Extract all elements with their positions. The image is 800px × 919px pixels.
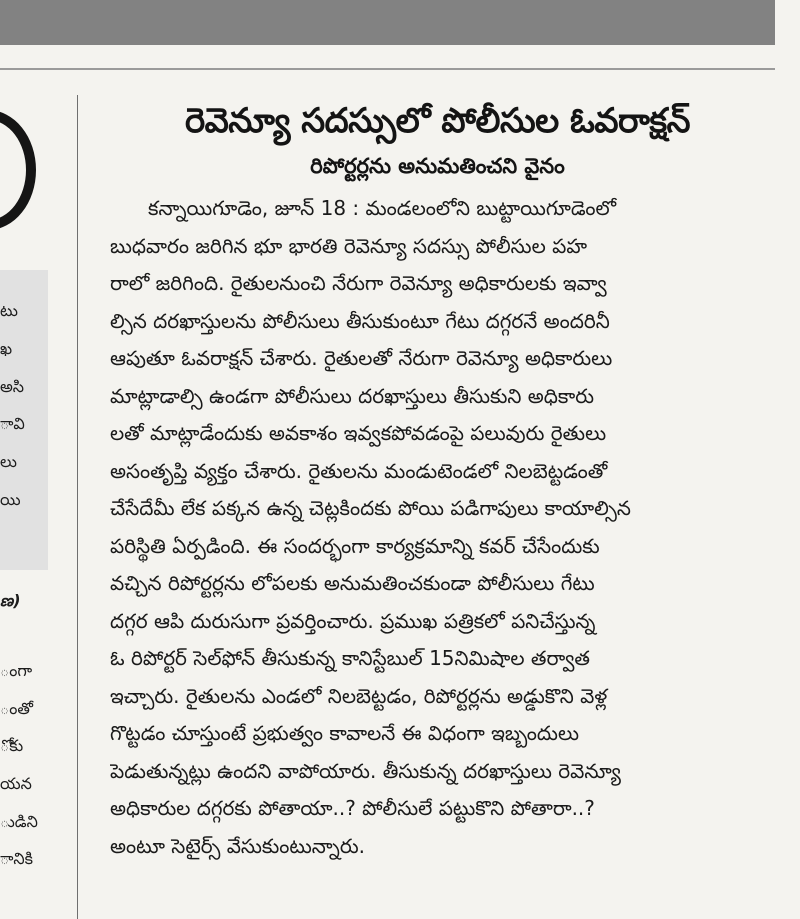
left-fragment: యి <box>0 490 21 509</box>
article-line: ఆపుతూ ఓవరాక్షన్ చేశారు. రైతులతో నేరుగా రెవెన్యూ అధికారులు <box>110 346 613 370</box>
article-line: వచ్చిన రిపోర్టర్లను లోపలకు అనుమతించకుండా పోలీసులు గేటు <box>110 571 595 595</box>
article-line: అంటూ సెటైర్స్ వేసుకుంటున్నారు. <box>110 833 365 858</box>
left-fragment: ంతో <box>0 699 33 718</box>
top-gray-band <box>0 0 775 45</box>
article-line: లతో మాట్లాడేందుకు అవకాశం ఇవ్వకపోవడంపై పలువురు రైతులు <box>110 421 607 445</box>
left-fragment: ుడిని <box>0 812 38 831</box>
article-line: బుధవారం జరిగిన భూ భారతి రెవెన్యూ సదస్సు పోలీసుల పహ <box>110 233 588 258</box>
horizontal-rule <box>0 68 775 70</box>
article-line: మాట్లాడాల్సి ఉండగా పోలీసులు దరఖాస్తులు తీసుకుని అధికారు <box>110 383 595 408</box>
article-line: ఓ రిపోర్టర్ సెల్‌ఫోన్ తీసుకున్న కానిస్టేబుల్ 15నిమిషాల తర్వాత <box>110 646 590 670</box>
left-byline-fragment: ణ) <box>0 591 21 610</box>
article-line: రాలో జరిగింది. రైతులనుంచి నేరుగా రెవెన్యూ అధికారులకు ఇవ్వా <box>110 271 607 295</box>
article-line: ల్సిన దరఖాస్తులను పోలీసులు తీసుకుంటూ గేటు దగ్గరనే అందరినీ <box>110 308 610 333</box>
article-line: దగ్గర ఆపి దురుసుగా ప్రవర్తించారు. ప్రముఖ పత్రికలో పనిచేస్తున్న <box>110 608 596 633</box>
left-fragment: లు <box>0 452 17 471</box>
article-line: పరిస్థితి ఏర్పడింది. ఈ సందర్భంగా కార్యక్రమాన్ని కవర్ చేసేందుకు <box>110 533 600 558</box>
article-line: గొట్టడం చూస్తుంటే ప్రభుత్వం కావాలనే ఈ విధంగా ఇబ్బందులు <box>110 721 580 745</box>
article-line: ఇచ్చారు. రైతులను ఎండలో నిలబెట్టడం, రిపోర్టర్లను అడ్డుకొని వెళ్ల <box>110 683 608 708</box>
left-fragment: టు <box>0 301 18 320</box>
article-line: పెడుతున్నట్లు ఉందని వాపోయారు. తీసుకున్న దరఖాస్తులు రెవెన్యూ <box>110 758 621 783</box>
left-fragment: ంగా <box>0 661 33 680</box>
left-fragment: ావి <box>0 414 25 433</box>
article-subheadline: రిపోర్టర్లను అనుమతించని వైనం <box>310 154 565 178</box>
article-line: కన్నాయిగూడెం, జూన్ 18 : మండలంలోని బుట్టాయిగూడెంలో <box>148 196 617 220</box>
column-divider <box>77 95 78 919</box>
article-line: చేసేదేమీ లేక పక్కన ఉన్న చెట్లకిందకు పోయి పడిగాపులు కాయాల్సిన <box>110 496 631 520</box>
left-fragment: యన <box>0 774 32 793</box>
article-body <box>110 190 782 865</box>
cropped-circle-graphic <box>0 110 36 230</box>
left-fragment: ానికి <box>0 849 33 868</box>
left-fragment: ోకు <box>0 736 24 755</box>
left-fragment: అసి <box>0 377 25 396</box>
article-line: అధికారుల దగ్గరకు పోతాయా..? పోలీసులే పట్టుకొని పోతారా..? <box>110 796 595 820</box>
article-headline: రెవెన్యూ సదస్సులో పోలీసుల ఓవరాక్షన్ <box>184 101 691 141</box>
article-line: అసంతృప్తి వ్యక్తం చేశారు. రైతులను మండుటెండలో నిలబెట్టడంతో <box>110 458 608 483</box>
left-fragment: ఖ <box>0 339 13 358</box>
